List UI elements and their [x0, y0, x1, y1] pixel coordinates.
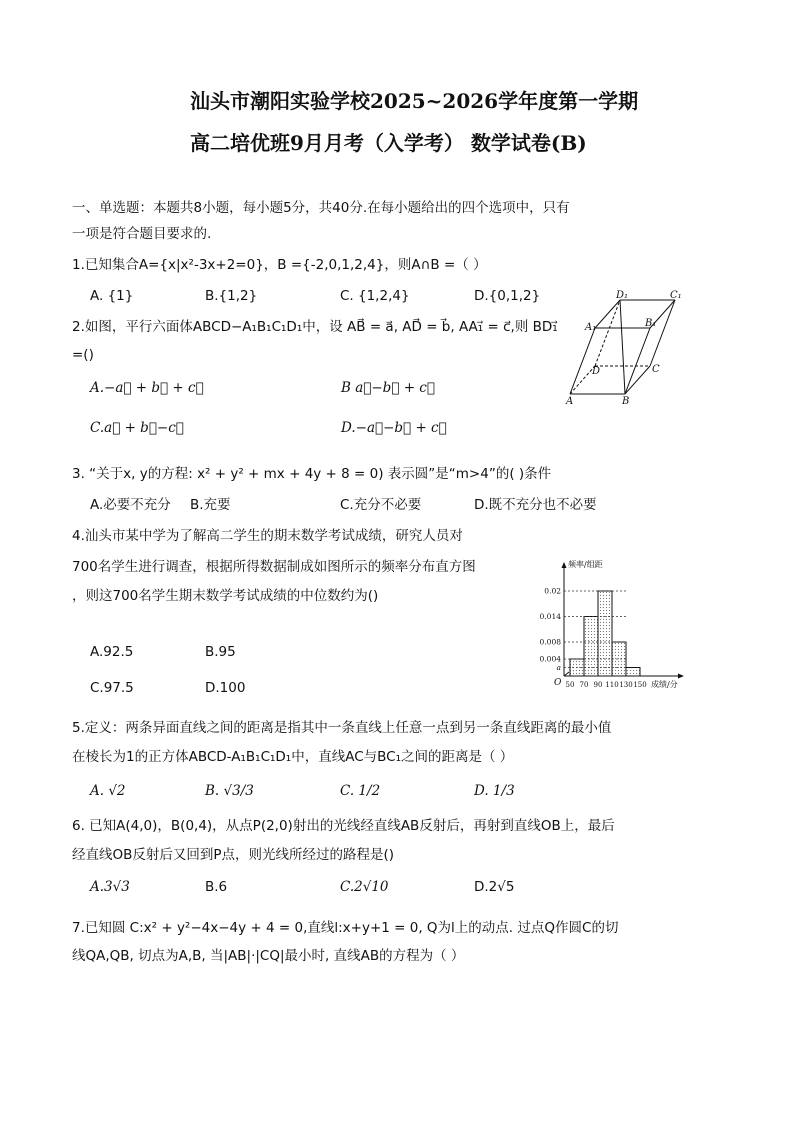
x-axis-break	[564, 672, 569, 676]
exam-title-line2: 高二培优班9月月考（入学考） 数学试卷(B)	[190, 131, 587, 155]
parallelepiped-figure	[560, 288, 692, 408]
q6-option-d: D.2√5	[474, 879, 515, 895]
hist-ylabel: 频率/组距	[568, 560, 603, 569]
q4-option-a: A.92.5	[90, 644, 134, 660]
q4-option-b: B.95	[205, 644, 236, 660]
histogram-bar-90-110	[598, 591, 612, 676]
hist-origin: O	[554, 678, 562, 688]
fig-label-b1: B₁	[645, 318, 657, 329]
frequency-histogram	[530, 558, 690, 694]
histogram-bar-110-130	[612, 642, 626, 676]
fig-label-b: B	[622, 396, 630, 407]
q6-option-c: C.2√10	[340, 879, 389, 895]
fig-label-c: C	[652, 364, 660, 375]
x-axis-arrow	[678, 674, 684, 679]
fig-label-d1: D₁	[616, 290, 629, 301]
q7-line2: 线QA,QB, 切点为A,B, 当|AB|·|CQ|最小时, 直线AB的方程为（ ）	[72, 948, 465, 964]
q3-option-c: C.充分不必要	[340, 497, 422, 513]
q2-option-b: B a⃗−b⃗ + c⃗	[341, 380, 435, 396]
q3-option-b: B.充要	[190, 497, 231, 513]
q4-line3: ，则这700名学生期末数学考试成绩的中位数约为()	[72, 588, 379, 604]
q6-option-a: A.3√3	[90, 879, 130, 895]
q1-option-a: A. {1}	[90, 288, 134, 304]
q2-option-c: C.a⃗ + b⃗−c⃗	[90, 420, 184, 436]
x-tick-label: 90	[593, 681, 603, 689]
fig-label-a1: A₁	[585, 322, 597, 333]
q1-stem: 1.已知集合A={x|x²-3x+2=0}，B ={-2,0,1,2,4}，则A∩B =（ ）	[72, 257, 487, 273]
q7-line1: 7.已知圆 C:x² + y²−4x−4y + 4 = 0,直线l:x+y+1 = 0, Q为l上的动点. 过点Q作圆C的切	[72, 920, 619, 936]
q6-line2: 经直线OB反射后又回到P点，则光线所经过的路程是()	[72, 847, 395, 863]
q3-option-d: D.既不充分也不必要	[474, 497, 597, 513]
q5-option-c: C. 1/2	[340, 783, 381, 799]
q4-line2: 700名学生进行调查，根据所得数据制成如图所示的频率分布直方图	[72, 559, 476, 575]
q6-option-b: B.6	[205, 879, 228, 895]
fig-label-c1: C₁	[670, 290, 682, 301]
q5-line1: 5.定义：两条异面直线之间的距离是指其中一条直线上任意一点到另一条直线距离的最小值	[72, 720, 612, 736]
q4-option-c: C.97.5	[90, 680, 134, 696]
q5-option-d: D. 1/3	[474, 783, 515, 799]
q2-option-a: A.−a⃗ + b⃗ + c⃗	[90, 380, 204, 396]
q3-option-a: A.必要不充分	[90, 497, 171, 513]
q2-stem: 2.如图，平行六面体ABCD−A₁B₁C₁D₁中，设 AB⃗ = a⃗, AD⃗ = b⃗, AA₁⃗ = c⃗,则 BD₁⃗	[72, 319, 558, 335]
y-tick-label: 0.014	[539, 612, 561, 621]
x-tick-label: 70	[579, 681, 589, 689]
q4-line1: 4.汕头市某中学为了解高二学生的期末数学考试成绩，研究人员对	[72, 528, 463, 544]
histogram-bar-70-90	[584, 617, 598, 677]
q1-option-c: C. {1,2,4}	[340, 288, 410, 304]
fig-label-a: A	[566, 396, 574, 407]
exam-title-line1: 汕头市潮阳实验学校2025~2026学年度第一学期	[190, 89, 639, 113]
q2-option-d: D.−a⃗−b⃗ + c⃗	[341, 420, 447, 436]
histogram-bar-130-150	[626, 668, 640, 677]
x-tick-label: 50	[565, 681, 575, 689]
y-tick-label: a	[556, 663, 561, 672]
q3-stem: 3. “关于x, y的方程: x² + y² + mx + 4y + 8 = 0) 表示圆”是“m>4”的( )条件	[72, 466, 552, 482]
q5-option-b: B. √3/3	[205, 783, 254, 799]
x-tick-label: 130	[619, 681, 633, 689]
y-tick-label: 0.02	[544, 586, 561, 596]
hist-xlabel: 成绩/分	[651, 680, 678, 689]
q5-option-a: A. √2	[90, 783, 126, 799]
q4-option-d: D.100	[205, 680, 246, 696]
q5-line2: 在棱长为1的正方体ABCD-A₁B₁C₁D₁中，直线AC与BC₁之间的距离是（ ）	[72, 749, 514, 765]
x-tick-label: 110	[605, 681, 619, 689]
section-intro-line1: 一、单选题：本题共8小题，每小题5分，共40分.在每小题给出的四个选项中，只有	[72, 200, 570, 216]
fig-label-d: D	[592, 366, 601, 377]
q1-option-b: B.{1,2}	[205, 288, 258, 304]
y-tick-label: 0.008	[539, 637, 561, 647]
y-axis-arrow	[562, 562, 567, 568]
q2-stem-end: =()	[72, 347, 94, 363]
x-tick-label: 150	[633, 681, 647, 689]
q6-line1: 6. 已知A(4,0)，B(0,4)，从点P(2,0)射出的光线经直线AB反射后，再射到直线OB上，最后	[72, 818, 615, 834]
y-tick-label: 0.004	[539, 654, 561, 664]
section-intro-line2: 一项是符合题目要求的.	[72, 226, 212, 242]
q1-option-d: D.{0,1,2}	[474, 288, 541, 304]
